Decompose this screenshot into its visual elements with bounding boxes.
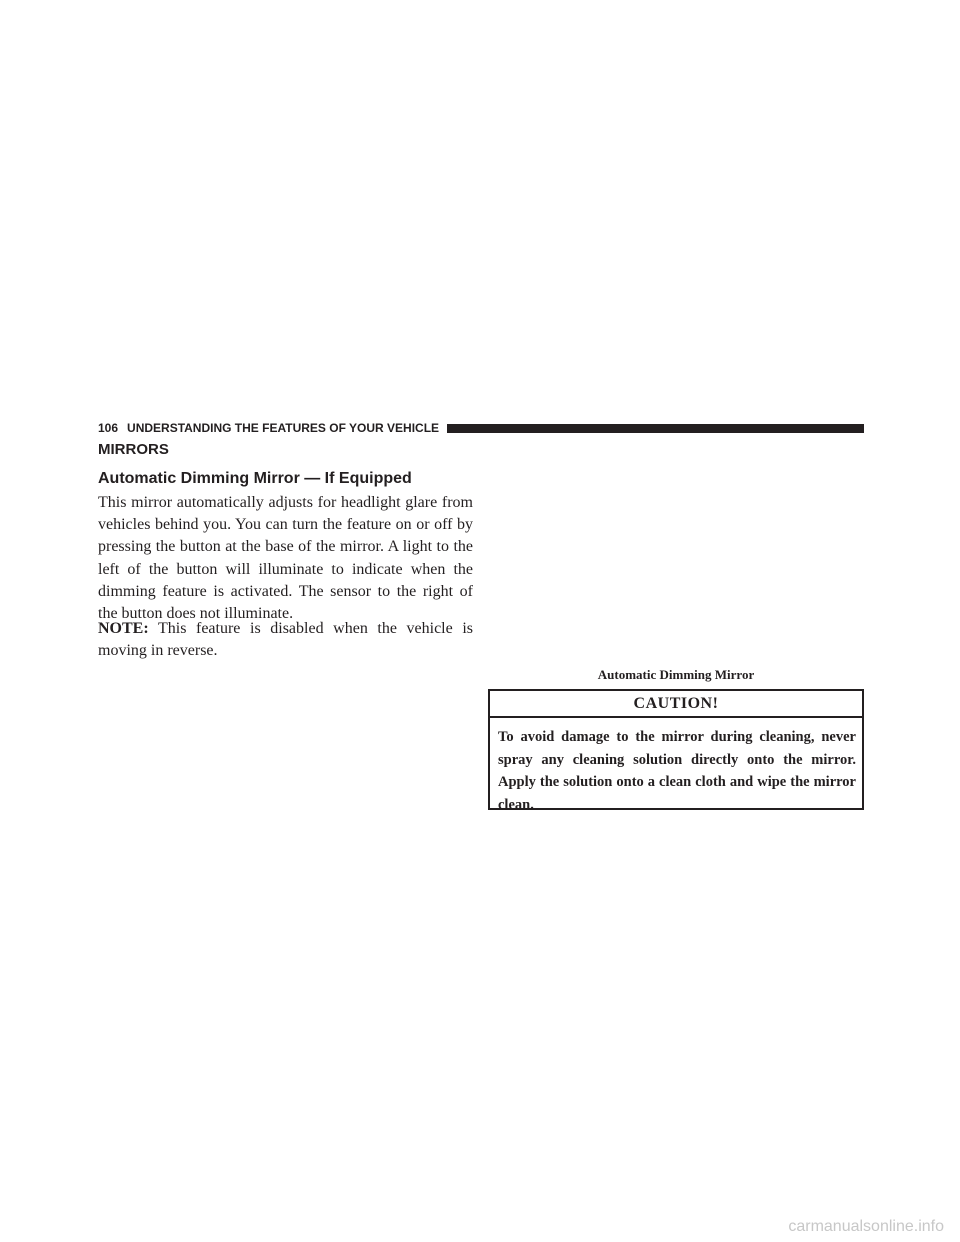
figure-caption: Automatic Dimming Mirror bbox=[597, 667, 755, 682]
body-paragraph: This mirror automatically adjusts for headlight glare from vehicles behind you. You can turn the feature on or off by pressing the button at the base of the mirror. A light to the left of the button will illuminate to indicate when the dimming feature is activated. The sensor to the right of the button does not illuminate. bbox=[98, 494, 473, 623]
section-title: MIRRORS bbox=[98, 441, 169, 458]
chapter-title: UNDERSTANDING THE FEATURES OF YOUR VEHICLE bbox=[127, 421, 440, 435]
note-paragraph bbox=[98, 618, 473, 662]
page-number: 106 bbox=[98, 421, 119, 435]
note-text: This feature is disabled when the vehicle is moving in reverse. bbox=[98, 620, 473, 660]
watermark: carmanualsonline.info bbox=[788, 1218, 944, 1235]
caution-box bbox=[488, 689, 864, 813]
note-label: NOTE: bbox=[98, 620, 149, 637]
figure-image-area bbox=[488, 440, 864, 660]
caution-text: To avoid damage to the mirror during cleaning, never spray any cleaning solution directly onto the mirror. Apply the solution onto a clean cloth and wipe the mirror clean. bbox=[498, 729, 856, 813]
subsection-title: Automatic Dimming Mirror — If Equipped bbox=[98, 470, 412, 487]
header-rule bbox=[447, 424, 864, 433]
caution-title: CAUTION! bbox=[490, 691, 862, 718]
page-header bbox=[98, 418, 864, 438]
